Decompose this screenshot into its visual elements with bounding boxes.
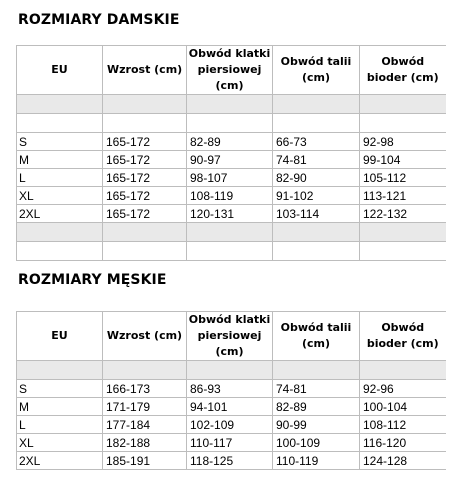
waist-cell: 100-109	[273, 434, 360, 452]
shaded-row	[17, 223, 446, 242]
height-cell: 182-188	[103, 434, 187, 452]
header-hips: Obwód bioder (cm)	[360, 46, 446, 95]
waist-cell: 82-89	[273, 398, 360, 416]
size-cell: L	[17, 169, 103, 187]
men-header-row	[17, 312, 446, 361]
blank-row	[17, 242, 446, 261]
header-eu: EU	[17, 46, 103, 95]
header-chest: Obwód klatki piersiowej (cm)	[187, 46, 273, 95]
table-row	[17, 434, 446, 452]
hips-cell: 108-112	[360, 416, 446, 434]
table-row	[17, 452, 446, 470]
header-height: Wzrost (cm)	[103, 312, 187, 361]
shaded-row	[17, 361, 446, 380]
size-cell: XL	[17, 434, 103, 452]
table-row	[17, 398, 446, 416]
women-header-row	[17, 46, 446, 95]
height-cell: 165-172	[103, 205, 187, 223]
table-row	[17, 380, 446, 398]
table-row	[17, 205, 446, 223]
header-waist: Obwód talii (cm)	[273, 46, 360, 95]
waist-cell: 110-119	[273, 452, 360, 470]
height-cell: 165-172	[103, 169, 187, 187]
waist-cell: 74-81	[273, 380, 360, 398]
chest-cell: 108-119	[187, 187, 273, 205]
height-cell: 165-172	[103, 187, 187, 205]
chest-cell: 118-125	[187, 452, 273, 470]
hips-cell: 92-96	[360, 380, 446, 398]
men-section-title: ROZMIARY MĘSKIE	[18, 272, 167, 288]
hips-cell: 105-112	[360, 169, 446, 187]
height-cell: 165-172	[103, 151, 187, 169]
waist-cell: 74-81	[273, 151, 360, 169]
header-chest: Obwód klatki piersiowej (cm)	[187, 312, 273, 361]
waist-cell: 90-99	[273, 416, 360, 434]
women-size-table	[16, 45, 446, 261]
chest-cell: 98-107	[187, 169, 273, 187]
hips-cell: 124-128	[360, 452, 446, 470]
size-cell: S	[17, 380, 103, 398]
waist-cell: 82-90	[273, 169, 360, 187]
hips-cell: 122-132	[360, 205, 446, 223]
table-row	[17, 133, 446, 151]
chest-cell: 86-93	[187, 380, 273, 398]
table-row	[17, 169, 446, 187]
hips-cell: 116-120	[360, 434, 446, 452]
header-waist: Obwód talii (cm)	[273, 312, 360, 361]
size-cell: M	[17, 398, 103, 416]
height-cell: 177-184	[103, 416, 187, 434]
size-cell: S	[17, 133, 103, 151]
waist-cell: 91-102	[273, 187, 360, 205]
chest-cell: 94-101	[187, 398, 273, 416]
height-cell: 171-179	[103, 398, 187, 416]
height-cell: 185-191	[103, 452, 187, 470]
hips-cell: 113-121	[360, 187, 446, 205]
size-cell: 2XL	[17, 205, 103, 223]
chest-cell: 82-89	[187, 133, 273, 151]
hips-cell: 99-104	[360, 151, 446, 169]
chest-cell: 90-97	[187, 151, 273, 169]
shaded-row	[17, 95, 446, 114]
hips-cell: 92-98	[360, 133, 446, 151]
table-row	[17, 416, 446, 434]
table-row	[17, 187, 446, 205]
size-cell: 2XL	[17, 452, 103, 470]
waist-cell: 66-73	[273, 133, 360, 151]
waist-cell: 103-114	[273, 205, 360, 223]
height-cell: 166-173	[103, 380, 187, 398]
chest-cell: 120-131	[187, 205, 273, 223]
height-cell: 165-172	[103, 133, 187, 151]
chest-cell: 110-117	[187, 434, 273, 452]
header-height: Wzrost (cm)	[103, 46, 187, 95]
size-cell: M	[17, 151, 103, 169]
women-section-title: ROZMIARY DAMSKIE	[18, 12, 180, 28]
size-cell: L	[17, 416, 103, 434]
header-eu: EU	[17, 312, 103, 361]
chest-cell: 102-109	[187, 416, 273, 434]
size-cell: XL	[17, 187, 103, 205]
hips-cell: 100-104	[360, 398, 446, 416]
table-row	[17, 151, 446, 169]
blank-row	[17, 114, 446, 133]
men-size-table	[16, 311, 446, 470]
header-hips: Obwód bioder (cm)	[360, 312, 446, 361]
